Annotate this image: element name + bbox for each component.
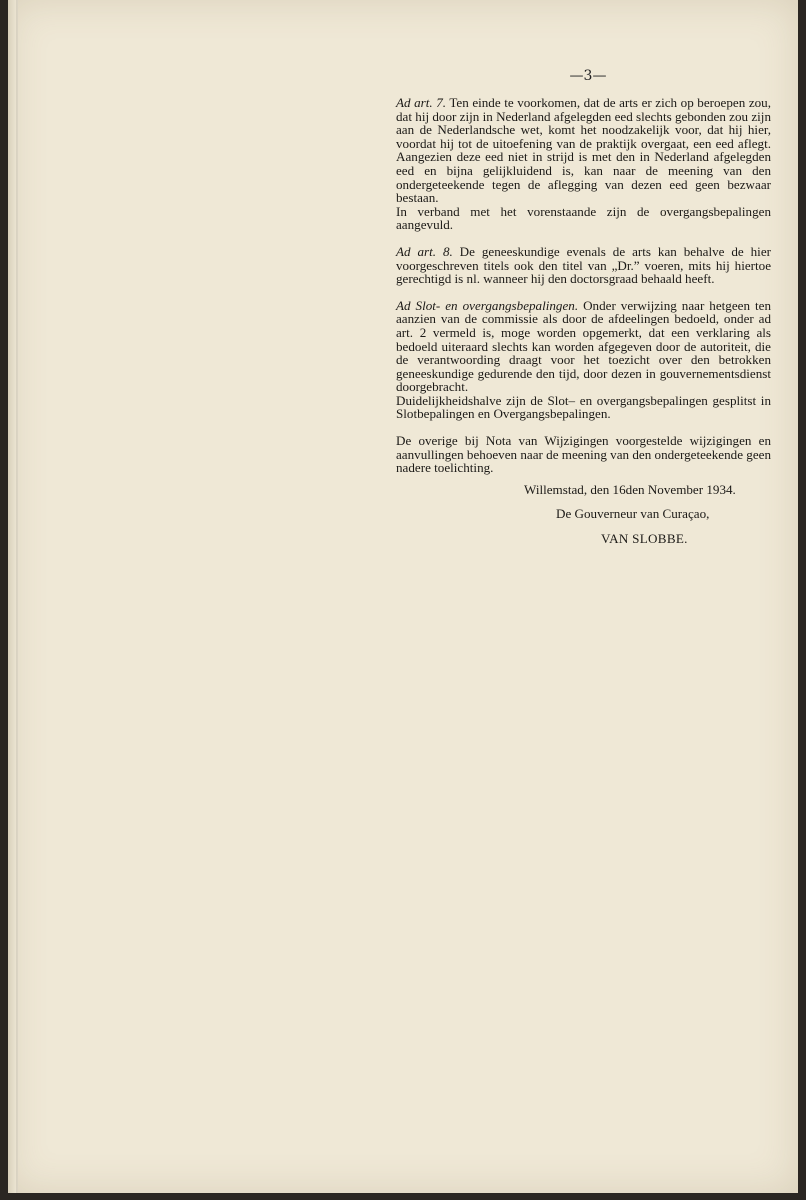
paragraph-slotbepalingen [396,299,771,394]
paragraph-label: Ad art. 7. [396,95,447,110]
document-page [8,0,798,1193]
paragraph-text: Duidelijkheidshalve zijn de Slot– en overgangsbepalingen gesplitst in Slotbepalingen en Overgangsbepalingen. [396,392,771,422]
binding-crease [16,0,18,1193]
paragraph-ad-art-8 [396,245,771,286]
paragraph-overige [396,434,771,475]
page-number: —3— [569,68,607,84]
signature-title: De Gouverneur van Curaçao, [556,506,710,522]
signature-date: Willemstad, den 16den November 1934. [524,481,736,497]
paragraph-ad-art-7 [396,96,771,205]
bleed-through-text [128,80,133,101]
paragraph-overgangsbepalingen [396,205,771,232]
text-column [396,96,771,546]
paragraph-text: Onder verwijzing naar hetgeen ten aanzien van de commissie als door de afdeelingen bedoeld, onder ad art. 2 vermeld is, moge worden opgemerkt, dat een verklaring als bedoeld uiteraard slechts kan worden afgegeven door de autoriteit, die de verantwoording draagt voor het toezicht over den betrokken geneeskundige gedurende den tijd, door dezen in gouvernementsdienst doorgebracht. [396,297,771,395]
signature-name: VAN SLOBBE. [601,531,688,547]
paragraph-label: Ad art. 8. [396,243,453,259]
paragraph-duidelijkheidshalve [396,394,771,421]
bleed-through-heading [98,160,106,194]
paragraph-text: De geneeskundige evenals de arts kan behalve de hier voorgeschreven titels ook den titel van „Dr.” voeren, mits hij hiertoe gerechtigd is nl. wanneer hij den doctorsgraad behaald heeft. [396,243,771,287]
paragraph-text: De overige bij Nota van Wijzigingen voorgestelde wijzigingen en aanvullingen behoeven naar de meening van den ondergeteekende geen nadere toelichting. [396,433,771,476]
scan-border [0,1193,806,1200]
paragraph-text: In verband met het vorenstaande zijn de overgangsbepalingen aangevuld. [396,203,771,233]
paragraph-text: Ten einde te voorkomen, dat de arts er zich op beroepen zou, dat hij door zijn in Nederland afgelegden eed slechts gebonden zou zijn aan de Nederlandsche wet, komt het noodzakelijk voor, dat hij hier, voordat hij tot de uitoefening van de praktijk overgaat, een eed aflegt. Aangezien deze eed niet in strijd is met den in Nederland afgelegden eed en bijna gelijkluidend is, kan naar de meening van den ondergeteekende tegen de aflegging van dezen eed geen bezwaar bestaan. [396,95,771,206]
paragraph-label: Ad Slot- en overgangsbepalingen. [396,297,579,313]
